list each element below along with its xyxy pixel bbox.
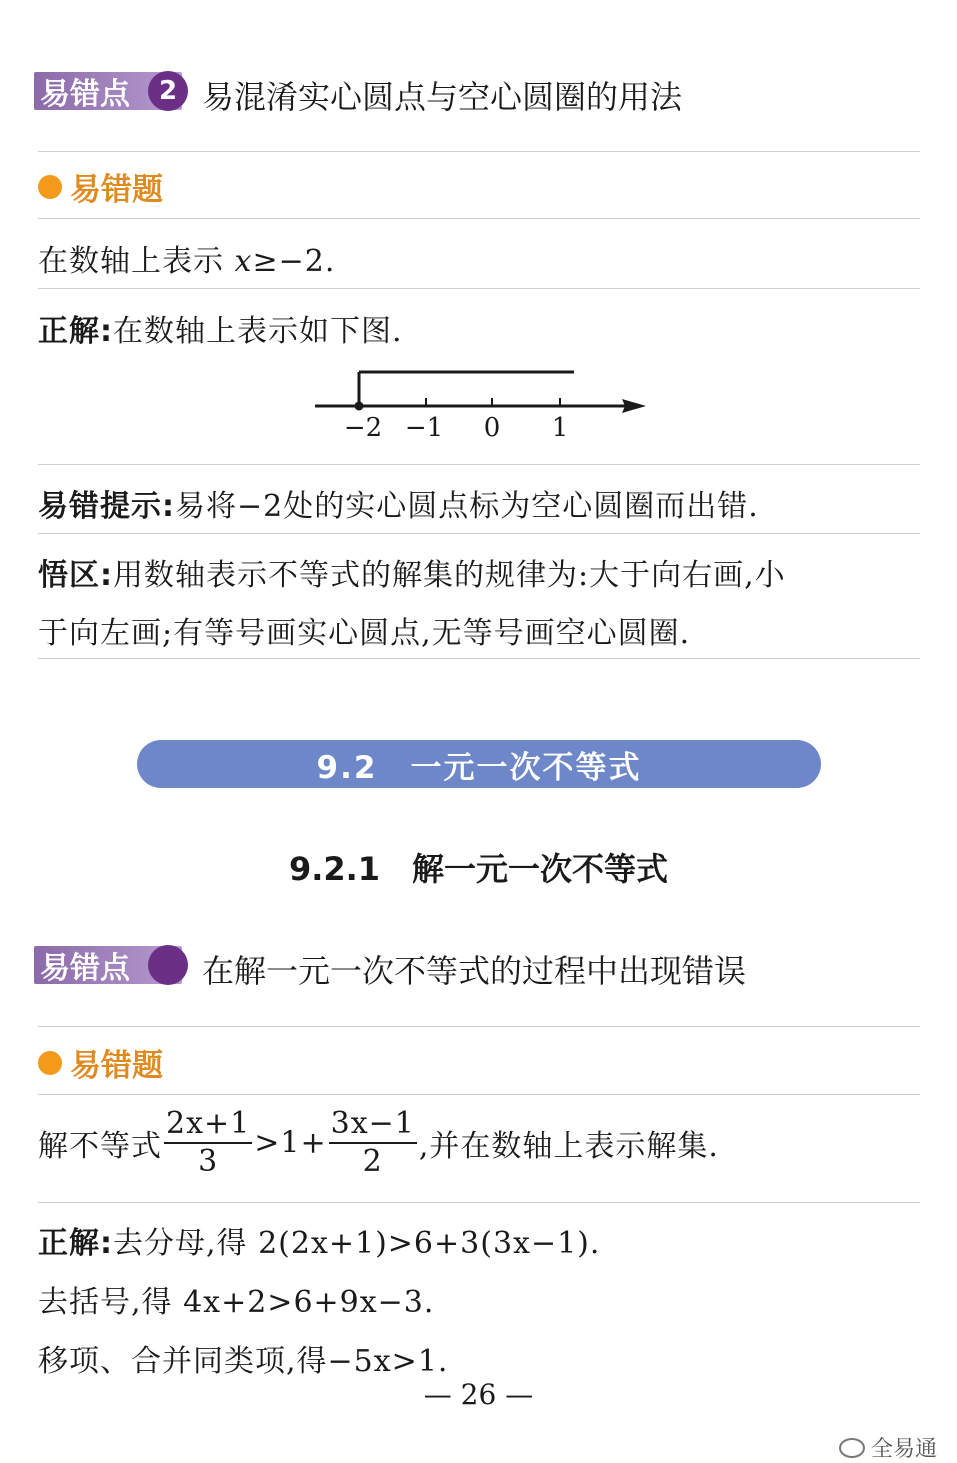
divider	[38, 464, 920, 465]
subsection-title: 9.2.1 解一元一次不等式	[288, 850, 669, 888]
divider	[38, 151, 920, 152]
error-question-label	[38, 164, 163, 209]
problem-variable: x	[234, 244, 253, 279]
fraction-denominator: 3	[198, 1144, 219, 1179]
solution-step-3: 移项、合并同类项,得−5x>1.	[38, 1344, 449, 1379]
problem-instruction: ,并在数轴上表示解集.	[418, 1129, 719, 1164]
lesson-line-1	[38, 550, 786, 594]
divider	[38, 658, 920, 659]
error-point-number	[148, 945, 188, 985]
divider	[38, 1202, 920, 1203]
fraction	[329, 1106, 417, 1180]
hint-label: 易错提示:	[38, 489, 175, 524]
section-title: 9.2 一元一次不等式	[316, 749, 642, 786]
error-point-title: 在解一元一次不等式的过程中出现错误	[202, 952, 747, 990]
page-number: — 26 —	[423, 1378, 534, 1411]
tick-label: 0	[483, 413, 501, 443]
answer-label: 正解:	[38, 1226, 113, 1261]
number-line-figure	[300, 360, 660, 450]
fraction-numerator: 3x−1	[329, 1106, 417, 1144]
divider	[38, 288, 920, 289]
problem-statement	[38, 236, 335, 280]
lesson-line-2: 于向左画;有等号画实心圆点,无等号画空心圆圈.	[38, 616, 691, 651]
answer-label: 正解:	[38, 314, 113, 349]
tick-label: −1	[404, 413, 444, 443]
divider	[38, 1094, 920, 1095]
answer-text: 在数轴上表示如下图.	[113, 314, 403, 349]
lesson-text: 用数轴表示不等式的解集的规律为:大于向右画,小	[113, 558, 786, 593]
solid-dot	[355, 402, 364, 411]
fraction-numerator: 2x+1	[164, 1106, 252, 1144]
error-point-number: 2	[148, 71, 188, 111]
section-title-bar	[137, 740, 821, 788]
lesson-label: 悟区:	[38, 558, 113, 593]
solution-step-2: 去括号,得 4x+2>6+9x−3.	[38, 1285, 435, 1320]
step-text: 去分母,得 2(2x+1)>6+3(3x−1).	[113, 1226, 601, 1261]
watermark	[839, 1432, 937, 1463]
tick-label: −2	[343, 413, 383, 443]
hint-line	[38, 481, 759, 525]
problem-inequality: >1+	[254, 1125, 327, 1161]
tick-label: 1	[551, 413, 569, 443]
orange-dot-icon	[38, 175, 62, 199]
axis-arrow-icon	[622, 399, 646, 413]
error-question-label	[38, 1040, 163, 1085]
problem-inequality: ≥−2.	[252, 244, 336, 279]
error-point-title: 易混淆实心圆点与空心圆圈的用法	[202, 78, 683, 116]
error-point-tag-label: 易错点	[40, 951, 130, 986]
problem-text: 解不等式	[38, 1129, 162, 1164]
problem-text: 在数轴上表示	[38, 244, 235, 279]
error-question-label-text: 易错题	[70, 172, 163, 208]
problem-statement	[38, 1106, 719, 1180]
divider	[38, 218, 920, 219]
orange-dot-icon	[38, 1051, 62, 1075]
hint-text: 易将−2处的实心圆点标为空心圆圈而出错.	[175, 489, 759, 524]
watermark-text: 全易通	[870, 1437, 937, 1462]
divider	[38, 1026, 920, 1027]
error-point-tag-label: 易错点	[40, 77, 130, 112]
divider	[38, 533, 920, 534]
fraction	[164, 1106, 252, 1180]
error-question-label-text: 易错题	[70, 1048, 163, 1084]
wechat-icon	[839, 1438, 865, 1458]
fraction-denominator: 2	[362, 1144, 383, 1179]
answer-line	[38, 306, 403, 350]
solution-step-1	[38, 1218, 600, 1262]
